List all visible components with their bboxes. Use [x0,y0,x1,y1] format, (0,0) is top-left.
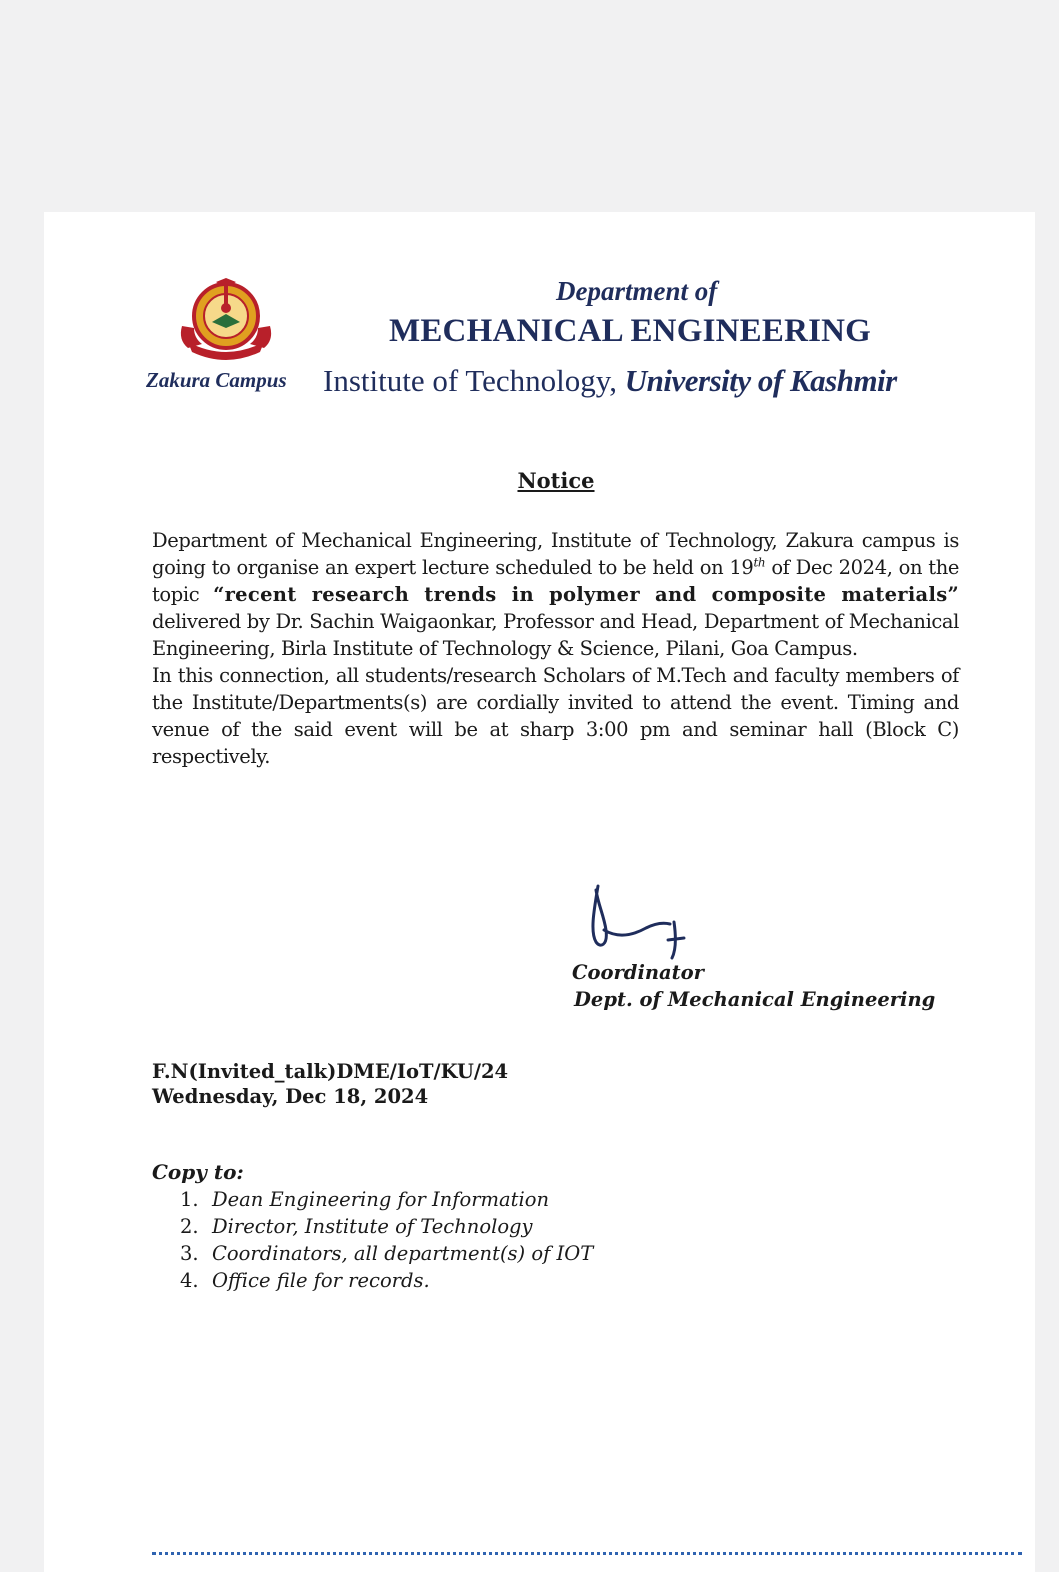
signatory-block [572,959,935,1013]
institute-line [323,363,897,399]
notice-title: Notice [517,468,595,493]
list-number: 2. [180,1215,199,1238]
lecture-topic: “recent research trends in polymer and composite materials” [213,583,959,606]
copy-to-heading: Copy to: [152,1160,244,1184]
department-name: MECHANICAL ENGINEERING [389,313,872,349]
notice-page [44,212,1035,1572]
university-name: University of Kashmir [624,363,897,398]
reference-block [152,1059,508,1109]
paragraph-details: In this connection, all students/research Scholars of M.Tech and faculty members of the Institute/Departments(s) are cordially invited to attend the event. Timing and venue of the said event will be at sharp 3:00 pm and seminar hall (Block C) respectively. [152,664,959,768]
list-text: Director, Institute of Technology [212,1215,533,1238]
notice-date: Wednesday, Dec 18, 2024 [152,1085,429,1108]
list-item [152,1213,593,1240]
list-item [152,1240,593,1267]
paragraph-text: of Dec 2024, on the topic [152,556,960,606]
footer-dotted-rule [152,1552,1022,1555]
list-text: Dean Engineering for Information [212,1188,550,1211]
list-text: Coordinators, all department(s) of IOT [212,1242,594,1265]
paragraph-invitation [152,527,959,662]
campus-label: Zakura Campus [146,368,287,392]
paragraph-text: Department of Mechanical Engineering, Institute of Technology, Zakura campus is going to organise an expert lecture scheduled to be held on 19 [152,529,959,579]
file-number: F.N(Invited_talk)DME/IoT/KU/24 [152,1060,509,1083]
list-number: 3. [180,1242,199,1265]
list-number: 1. [180,1188,199,1211]
list-number: 4. [180,1269,199,1292]
institute-name: Institute of Technology, [323,363,618,398]
signatory-title: Coordinator [572,961,704,984]
list-item [152,1186,593,1213]
department-of-label: Department of [556,276,718,306]
list-item [152,1267,593,1294]
copy-to-list [152,1186,593,1294]
handwritten-signature [584,880,694,960]
university-seal-logo [172,278,280,360]
paragraph-text: delivered by Dr. Sachin Waigaonkar, Professor and Head, Department of Mechanical Engineering, Birla Institute of Technology & Science, Pilani, Goa Campus. [152,610,959,660]
notice-body [152,527,959,770]
signatory-department: Dept. of Mechanical Engineering [574,988,936,1011]
list-text: Office file for records. [212,1269,430,1292]
date-ordinal-suffix: th [753,555,766,570]
